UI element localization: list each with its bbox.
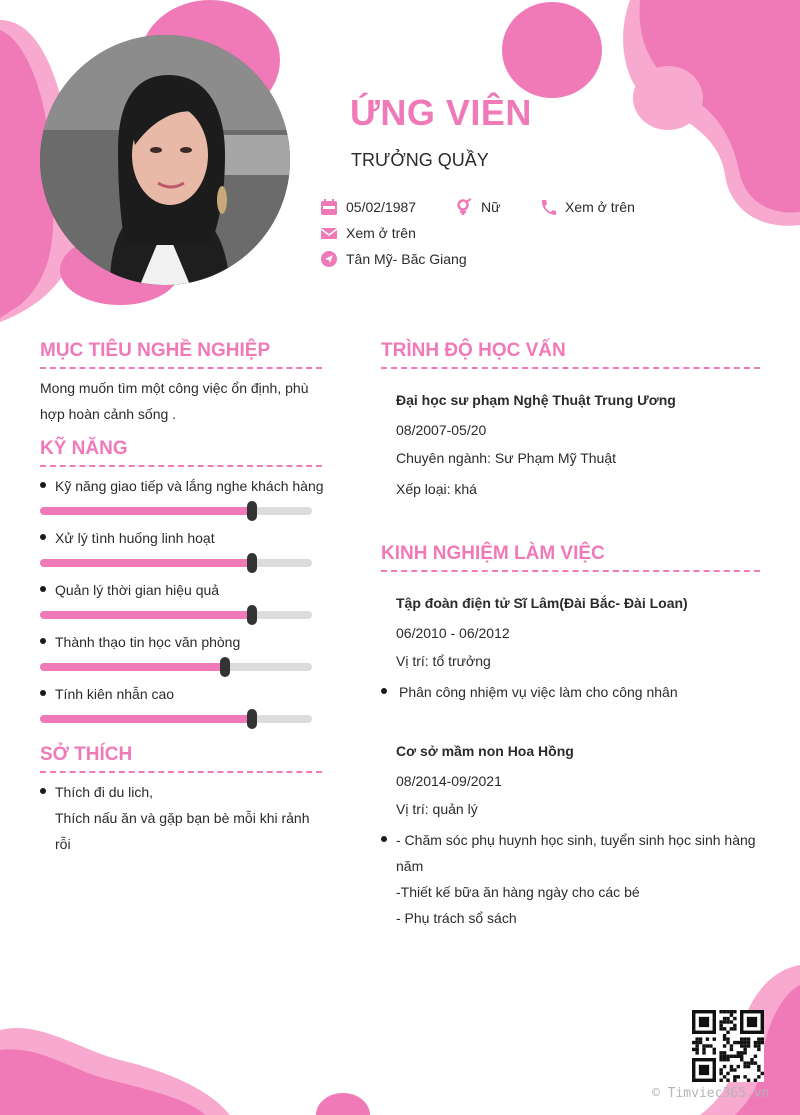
job-2-bullet [381,836,387,842]
birthdate-row [320,198,416,216]
watermark: © Timviec365.vn [652,1086,770,1101]
location-icon [320,250,338,268]
skills-divider [40,465,322,467]
job-1-bullet [381,688,387,694]
phone-icon [539,198,557,216]
skill-label: Tính kiên nhẫn cao [55,686,175,702]
skill-level-knob [220,657,230,677]
skill-bullet [40,690,46,696]
gender-icon [455,198,473,216]
experience-divider [381,570,760,572]
skill-level-knob [247,605,257,625]
skill-label: Kỹ năng giao tiếp và lắng nghe khách hàng [55,478,324,494]
address-row [320,250,467,268]
skill-level-bar [40,611,312,619]
job-2-role: Vị trí: quản lý [396,801,478,817]
job-2-duty-1: - Chăm sóc phụ huynh học sinh, tuyển sinh học sinh hàng [396,832,756,848]
hobbies-title: SỞ THÍCH [40,744,133,765]
experience-title: KINH NGHIỆM LÀM VIỆC [381,543,605,564]
email-icon [320,224,338,242]
email-row [320,224,416,242]
phone-row [539,198,635,216]
job-2-company: Cơ sở mầm non Hoa Hồng [396,743,574,759]
job-2-duty-1-cont: năm [396,858,424,874]
skill-level-bar [40,663,312,671]
objective-title: MỤC TIÊU NGHỀ NGHIỆP [40,340,271,361]
candidate-name: ỨNG VIÊN [350,92,532,133]
education-divider [381,367,760,369]
objective-divider [40,367,322,369]
skill-level-fill [40,715,252,723]
education-period: 08/2007-05/20 [396,422,487,438]
education-grade: Xếp loại: khá [396,481,477,497]
skill-label: Thành thạo tin học văn phòng [55,634,241,650]
birthdate-text: 05/02/1987 [346,199,417,215]
education-major: Chuyên ngành: Sư Phạm Mỹ Thuật [396,450,617,466]
skill-level-fill [40,611,252,619]
education-title: TRÌNH ĐỘ HỌC VẤN [381,340,566,361]
job-1-company: Tập đoàn điện tử Sĩ Lâm(Đài Bắc- Đài Loan) [396,595,688,611]
qr-code [692,1010,764,1082]
skill-bullet [40,586,46,592]
address-text: Tân Mỹ- Băc Giang [346,251,467,267]
job-2-duty-3: - Phụ trách sổ sách [396,910,517,926]
job-2-duty-2: -Thiết kế bữa ăn hàng ngày cho các bé [396,884,640,900]
calendar-icon [320,198,338,216]
job-1-role: Vị trí: tổ trưởng [396,653,491,669]
job-1-duty-1: Phân công nhiệm vụ việc làm cho công nhân [399,684,678,700]
education-school: Đại học sư phạm Nghệ Thuật Trung Ương [396,392,676,408]
skill-bullet [40,534,46,540]
skill-bullet [40,638,46,644]
skill-label: Xử lý tình huống linh hoạt [55,530,215,546]
hobby-line-2: Thích nấu ăn và gặp bạn bè mỗi khi rảnh [55,810,310,826]
skill-level-knob [247,501,257,521]
skill-level-bar [40,507,312,515]
objective-line-2: hợp hoàn cảnh sống . [40,406,177,422]
skill-level-fill [40,559,252,567]
gender-row [455,198,500,216]
skill-level-knob [247,553,257,573]
skill-level-knob [247,709,257,729]
gender-text: Nữ [481,199,501,215]
skill-bullet [40,482,46,488]
job-1-period: 06/2010 - 06/2012 [396,625,510,641]
objective-line-1: Mong muốn tìm một công việc ổn định, phù [40,380,309,396]
skills-title: KỸ NĂNG [40,438,128,459]
skill-level-fill [40,663,225,671]
hobbies-divider [40,771,322,773]
job-2-period: 08/2014-09/2021 [396,773,502,789]
skill-label: Quản lý thời gian hiệu quả [55,582,220,598]
skill-level-bar [40,715,312,723]
avatar-photo [40,35,290,285]
skill-level-bar [40,559,312,567]
skill-level-fill [40,507,252,515]
hobby-line-3: rỗi [55,836,71,852]
email-text: Xem ở trên [346,225,416,241]
hobby-line-1: Thích đi du lich, [55,784,154,800]
phone-text: Xem ở trên [565,199,635,215]
desired-position: TRƯỞNG QUẦY [351,150,489,170]
hobby-bullet [40,788,46,794]
